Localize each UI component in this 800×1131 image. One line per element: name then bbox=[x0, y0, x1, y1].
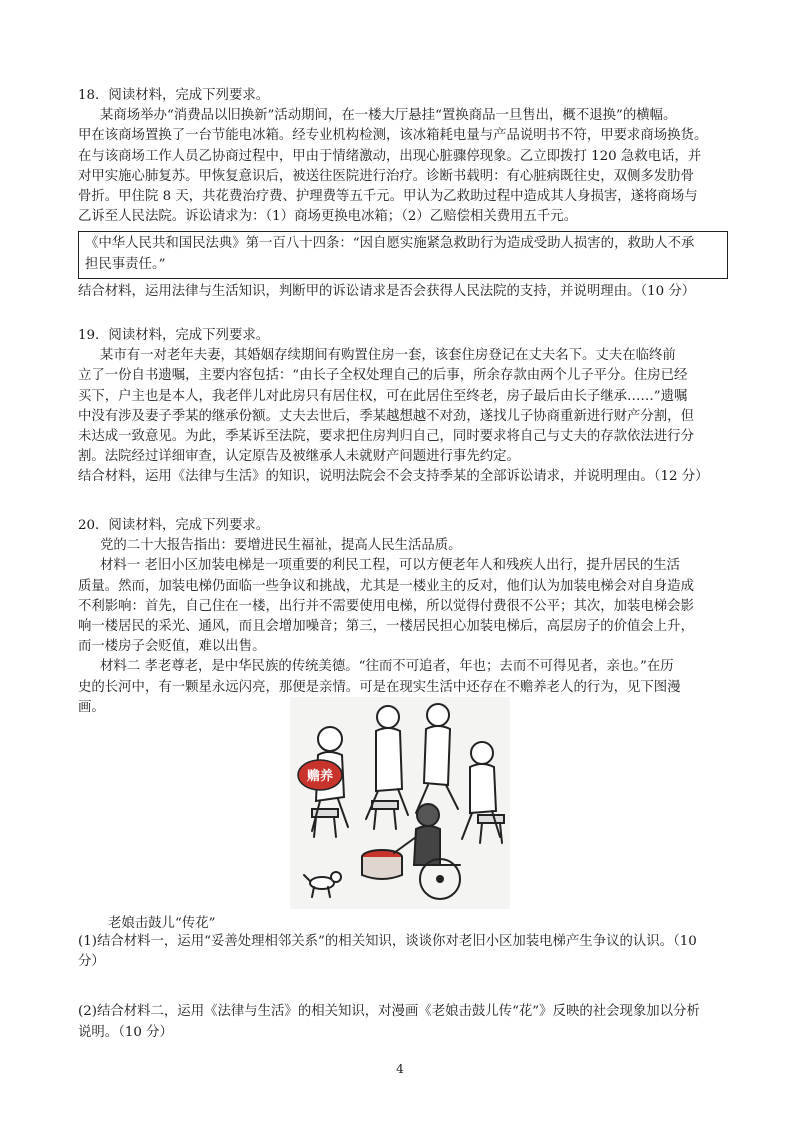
q18-line: 某商场举办“消费品以旧换新”活动期间，在一楼大厅悬挂“置换商品一旦售出，概不退换”的横幅。 bbox=[100, 108, 677, 124]
q18-line: 对甲实施心肺复苏。甲恢复意识后，被送往医院进行治疗。诊断书载明：有心脏病既往史，双侧多发肋骨 bbox=[78, 168, 694, 184]
sub-question-1: (1)结合材料一，运用“妥善处理相邻关系”的相关知识，谈谈你对老旧小区加装电梯产生争议的认识。（10 bbox=[78, 934, 697, 949]
q19-line: 中没有涉及妻子季某的继承份额。丈夫去世后，季某越想越不对劲，遂找儿子协商重新进行财产分割，但 bbox=[78, 408, 694, 424]
sub-question-2-cont: 说明。（10 分） bbox=[78, 1024, 173, 1040]
question-18 bbox=[78, 86, 728, 303]
q20-heading: 20．阅读材料，完成下列要求。 bbox=[78, 518, 270, 533]
cartoon-caption: 老娘击鼓儿“传花” bbox=[108, 916, 216, 931]
law-quote-box bbox=[78, 231, 728, 279]
question-20 bbox=[78, 516, 728, 718]
q20-intro: 党的二十大报告指出：要增进民生福祉，提高人民生活品质。 bbox=[100, 538, 462, 554]
material-1-line: 而一楼房子会贬值，难以出售。 bbox=[78, 639, 266, 655]
q19-line: 立了一份自书遗嘱，主要内容包括：“由长子全权处理自己的后事，所余存款由两个儿子平分。住房已经 bbox=[78, 368, 688, 384]
q18-line: 骨折。甲住院 8 天，共花费治疗费、护理费等五千元。甲认为乙救助过程中造成其人身损害，遂将商场与 bbox=[78, 189, 698, 205]
q18-line: 乙诉至人民法院。诉讼请求为：（1）商场更换电冰箱；（2）乙赔偿相关费用五千元。 bbox=[78, 209, 578, 225]
cartoon-drawing bbox=[290, 697, 510, 909]
material-2-line: 画。 bbox=[78, 699, 105, 715]
q18-heading: 18．阅读材料，完成下列要求。 bbox=[78, 88, 270, 103]
material-1-line: 响一楼居民的采光、通风，而且会增加噪音；第三，一楼居民担心加装电梯后，高层房子的价值会上升， bbox=[78, 619, 694, 635]
q18-line: 在与该商场工作人员乙协商过程中，甲由于情绪激动，出现心脏骤停现象。乙立即拨打 120 急救电话，并 bbox=[78, 148, 702, 164]
q19-material bbox=[78, 346, 728, 467]
law-quote-line: 担民事责任。” bbox=[85, 256, 166, 272]
cartoon-illustration bbox=[290, 697, 510, 909]
material-1-line: 材料一 老旧小区加装电梯是一项重要的利民工程，可以方便老年人和残疾人出行，提升居民的生活 bbox=[100, 558, 681, 574]
q19-line: 买下，户主也是本人，我老伴儿对此房只有居住权，可在此居住至终老，房子最后由长子继承……”遗嘱 bbox=[78, 388, 688, 404]
material-2-line: 材料二 孝老尊老，是中华民族的传统美德。“往而不可追者，年也；去而不可得见者，亲也。”在历 bbox=[100, 659, 674, 675]
q19-line: 未达成一致意见。为此，季某诉至法院，要求把住房判归自己，同时要求将自己与丈夫的存款依法进行分 bbox=[78, 429, 694, 445]
q19-line: 割。法院经过详细审查，认定原告及被继承人未就财产问题进行事先约定。 bbox=[78, 449, 520, 465]
q18-material bbox=[78, 106, 728, 227]
material-1 bbox=[78, 556, 728, 657]
q20-subquestions bbox=[78, 932, 728, 1043]
q18-line: 甲在该商场置换了一台节能电冰箱。经专业机构检测，该冰箱耗电量与产品说明书不符，甲要求商场换货。 bbox=[78, 128, 708, 144]
support-sign bbox=[298, 760, 342, 790]
material-1-line: 不利影响：首先，自己住在一楼，出行并不需要使用电梯，所以觉得付费很不公平；其次，加装电梯会影 bbox=[78, 598, 694, 614]
material-2-line: 史的长河中，有一颗星永远闪亮，那便是亲情。可是在现实生活中还存在不赡养老人的行为，见下图漫 bbox=[78, 679, 681, 695]
sub-question-1-cont: 分） bbox=[78, 954, 105, 970]
page-number: 4 bbox=[396, 1062, 404, 1076]
q19-line: 某市有一对老年夫妻，其婚姻存续期间有购置住房一套，该套住房登记在丈夫名下。丈夫在临终前 bbox=[100, 348, 676, 364]
sub-question-2: (2)结合材料二，运用《法律与生活》的相关知识，对漫画《老娘击鼓儿传“花”》反映的社会现象加以分析 bbox=[78, 1004, 700, 1020]
q19-heading: 19．阅读材料，完成下列要求。 bbox=[78, 328, 270, 343]
q19-question: 结合材料，运用《法律与生活》的知识，说明法院会不会支持季某的全部诉讼请求，并说明理由。（12 分） bbox=[78, 469, 709, 485]
law-quote-line: 《中华人民共和国民法典》第一百八十四条：“因自愿实施紧急救助行为造成受助人损害的，救助人不承 bbox=[85, 236, 695, 252]
q18-question: 结合材料，运用法律与生活知识，判断甲的诉讼请求是否会获得人民法院的支持，并说明理由。（10 分） bbox=[78, 284, 696, 300]
material-1-line: 质量。然而，加装电梯仍面临一些争议和挑战，尤其是一楼业主的反对，他们认为加装电梯会对自身造成 bbox=[78, 578, 694, 594]
sign-text: 赡养 bbox=[306, 769, 334, 784]
question-19 bbox=[78, 326, 728, 488]
